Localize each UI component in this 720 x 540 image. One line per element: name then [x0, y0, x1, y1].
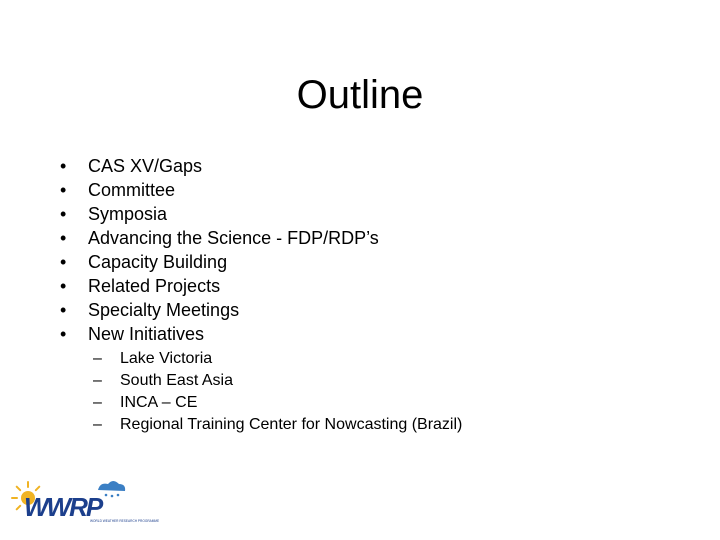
bullet-marker: • [60, 228, 67, 248]
bullet-marker: • [60, 300, 67, 320]
logo-tagline: WORLD WEATHER RESEARCH PROGRAMME [90, 519, 160, 523]
cloud-icon [98, 481, 125, 491]
bullet-item [60, 226, 462, 250]
bullet-text: Symposia [88, 204, 168, 224]
bullet-text: Committee [88, 180, 176, 200]
bullet-marker: • [60, 324, 67, 344]
slide-title [0, 70, 720, 120]
bullet-marker: • [60, 276, 67, 296]
bullet-list [60, 154, 462, 436]
sub-bullet-marker: – [93, 350, 102, 367]
bullet-marker: • [60, 156, 67, 176]
sub-bullet-item [93, 370, 462, 392]
sub-bullet-text: South East Asia [120, 372, 233, 389]
bullet-text: New Initiatives [88, 324, 205, 344]
rain-icon [105, 494, 120, 498]
sub-bullet-marker: – [93, 372, 102, 389]
bullet-item [60, 298, 462, 322]
sub-bullet-text: Regional Training Center for Nowcasting (Brazil) [120, 416, 463, 433]
bullet-item [60, 274, 462, 298]
slide-title-text: Outline [296, 73, 424, 117]
bullet-item [60, 202, 462, 226]
sub-bullet-item [93, 348, 462, 370]
sub-list-container [60, 348, 462, 436]
bullet-item [60, 154, 462, 178]
bullet-item [60, 250, 462, 274]
sub-bullet-text: INCA – CE [120, 394, 198, 411]
sub-bullet-text: Lake Victoria [120, 350, 213, 367]
bullet-text: Related Projects [88, 276, 221, 296]
bullet-text: CAS XV/Gaps [88, 156, 203, 176]
bullet-item [60, 322, 462, 346]
bullet-marker: • [60, 180, 67, 200]
sub-bullet-item [93, 392, 462, 414]
sub-bullet-marker: – [93, 416, 102, 433]
sub-bullet-marker: – [93, 394, 102, 411]
bullet-text: Advancing the Science - FDP/RDP’s [88, 228, 379, 248]
bullet-text: Capacity Building [88, 252, 228, 272]
sub-bullet-item [93, 414, 462, 436]
wwrp-logo [10, 476, 160, 528]
bullet-marker: • [60, 252, 67, 272]
bullet-item [60, 178, 462, 202]
bullet-marker: • [60, 204, 67, 224]
logo-text: WWRP [24, 492, 102, 522]
sub-bullet-list [93, 348, 462, 436]
bullet-text: Specialty Meetings [88, 300, 240, 320]
